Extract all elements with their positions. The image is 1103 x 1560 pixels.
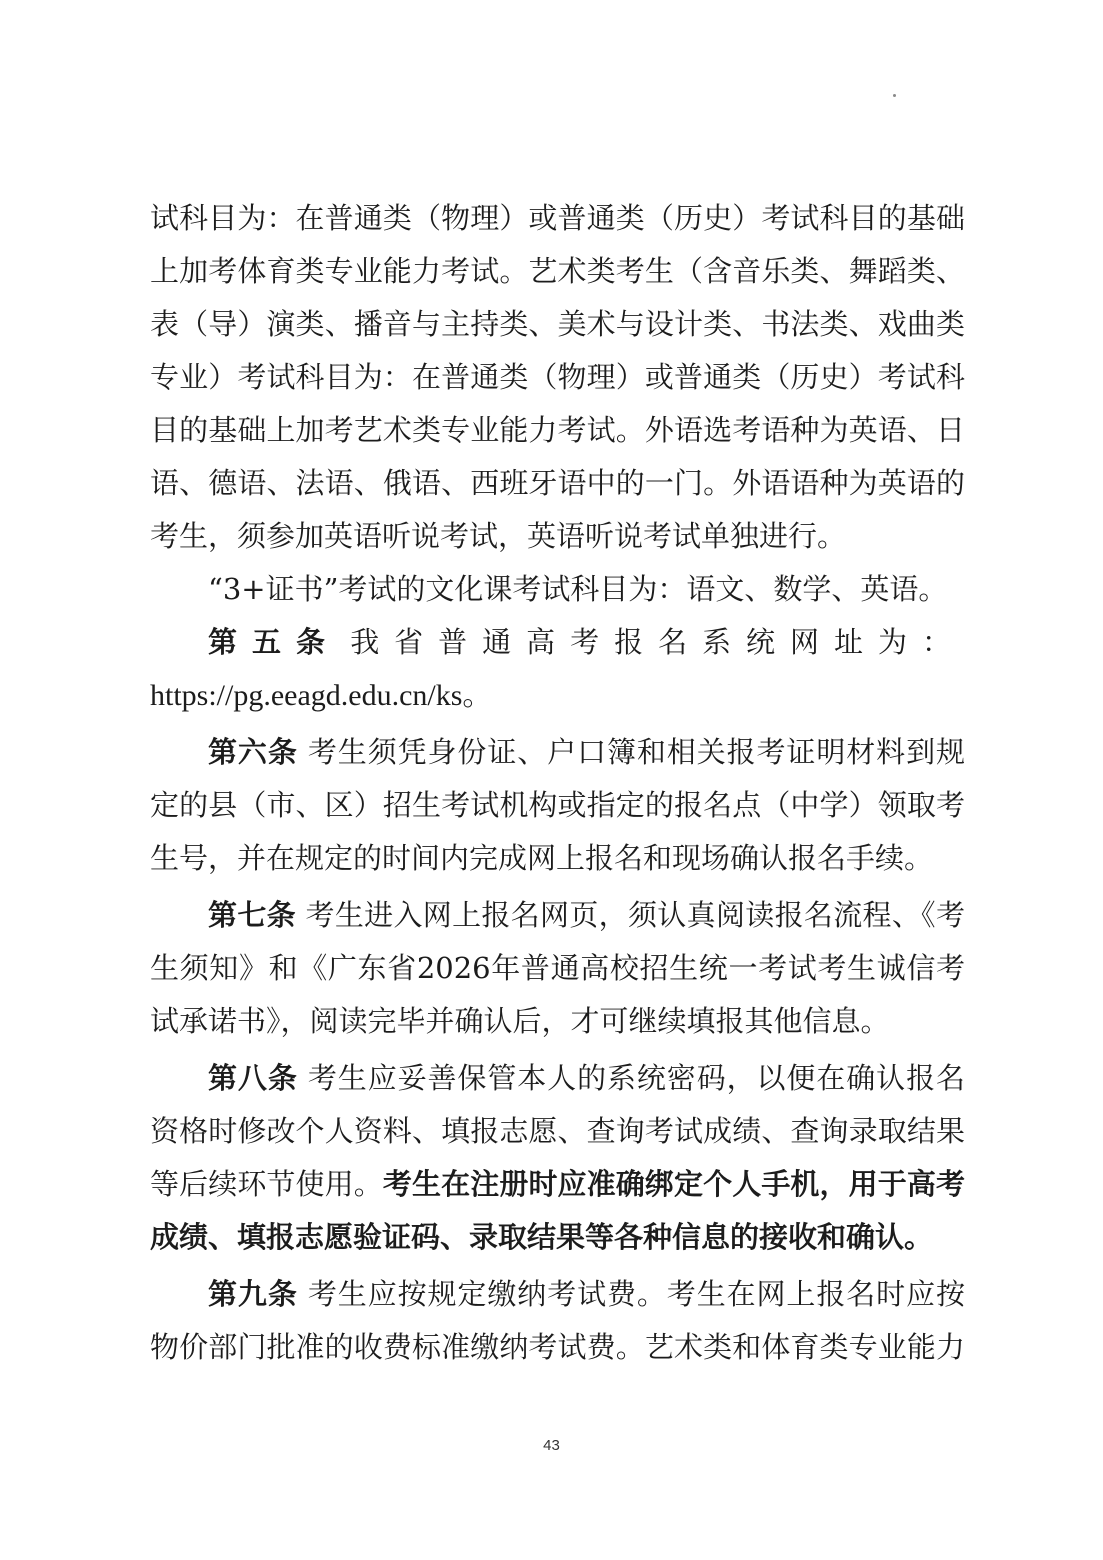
article-9-heading: 第九条: [208, 1277, 298, 1311]
text-line: 试科目为：在普通类（物理）或普通类（历史）考试科目的基础: [150, 201, 965, 235]
article-9-text: 考生应按规定缴纳考试费。考生在网上报名时应按: [307, 1277, 965, 1311]
article-6-heading: 第六条: [208, 735, 298, 769]
scan-speck: [893, 94, 896, 97]
article-6-line-1: [150, 726, 965, 779]
article-5-line: [150, 616, 965, 669]
text-line: “3+证书”考试的文化课考试科目为：语文、数学、英语。: [208, 572, 948, 606]
text-line: 定的县（市、区）招生考试机构或指定的报名点（中学）领取考: [150, 788, 965, 822]
article-5-text: 我省普通高考报名系统网址为：: [350, 625, 965, 659]
article-5-heading: 第五条: [208, 625, 340, 659]
article-8-line-3: [150, 1158, 965, 1211]
text-line: 物价部门批准的收费标准缴纳考试费。艺术类和体育类专业能力: [150, 1330, 965, 1364]
text-line: 表（导）演类、播音与主持类、美术与设计类、书法类、戏曲类: [150, 307, 965, 341]
text-line: 生须知》和《广东省2026年普通高校招生统一考试考生诚信考: [150, 951, 965, 985]
text-line: 专业）考试科目为：在普通类（物理）或普通类（历史）考试科: [150, 360, 965, 394]
text-line: 上加考体育类专业能力考试。艺术类考生（含音乐类、舞蹈类、: [150, 254, 965, 288]
text-line: 资格时修改个人资料、填报志愿、查询考试成绩、查询录取结果: [150, 1114, 965, 1148]
article-8-text: 考生应妥善保管本人的系统密码，以便在确认报名: [307, 1061, 965, 1095]
article-8-normal-text: 等后续环节使用。: [150, 1167, 383, 1201]
article-7-heading: 第七条: [208, 898, 296, 932]
article-8-bold-text: 考生在注册时应准确绑定个人手机，用于高考: [382, 1167, 965, 1201]
article-8-heading: 第八条: [208, 1061, 298, 1095]
article-8-line-1: [150, 1052, 965, 1105]
article-7-line-1: [150, 889, 965, 942]
text-line: 目的基础上加考艺术类专业能力考试。外语选考语种为英语、日: [150, 413, 965, 447]
text-line: 考生，须参加英语听说考试，英语听说考试单独进行。: [150, 519, 847, 553]
text-line: 生号，并在规定的时间内完成网上报名和现场确认报名手续。: [150, 841, 934, 875]
article-5-url: https://pg.eeagd.edu.cn/ks。: [150, 679, 493, 712]
text-line: 语、德语、法语、俄语、西班牙语中的一门。外语语种为英语的: [150, 466, 965, 500]
article-7-text: 考生进入网上报名网页，须认真阅读报名流程、《考: [305, 898, 965, 932]
article-8-bold-line: 成绩、填报志愿验证码、录取结果等各种信息的接收和确认。: [150, 1220, 934, 1254]
body-text: [150, 192, 965, 1374]
text-line: 试承诺书》，阅读完毕并确认后，才可继续填报其他信息。: [150, 1004, 890, 1038]
article-9-line-1: [150, 1268, 965, 1321]
page-number: 43: [543, 1437, 560, 1454]
article-6-text: 考生须凭身份证、户口簿和相关报考证明材料到规: [307, 735, 965, 769]
